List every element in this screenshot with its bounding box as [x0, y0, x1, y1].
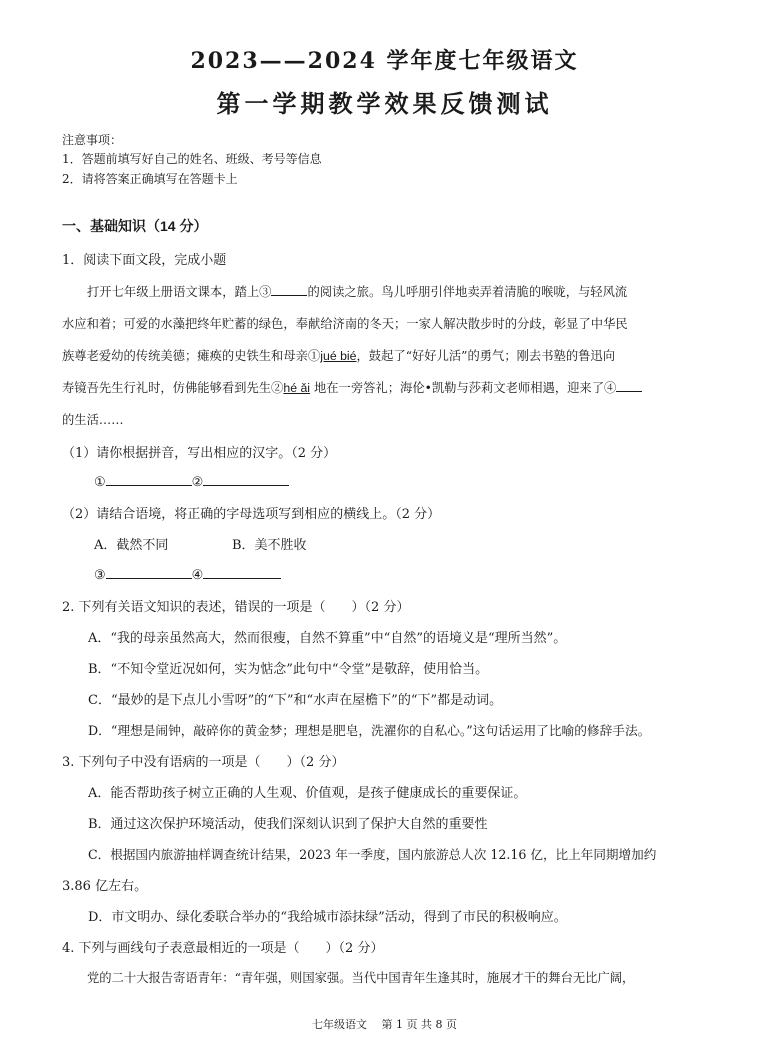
- question-4-passage: 党的二十大报告寄语青年：“青年强，则国家强。当代中国青年生逢其时，施展才干的舞台无比广阔，: [87, 971, 635, 985]
- question-3-option-c-line1: C．根据国内旅游抽样调查统计结果，2023 年一季度，国内旅游总人次 12.16 亿，比上年同期增加约: [88, 847, 657, 862]
- section-heading: 一、基础知识（14 分）: [62, 218, 208, 234]
- answer-blank-3[interactable]: [271, 282, 307, 296]
- answer-blank-1[interactable]: [106, 472, 192, 486]
- question-2-stem: 2. 下列有关语文知识的表述，错误的一项是（ ）（2 分）: [62, 600, 410, 615]
- question-2-option-d: D．“理想是闹钟，敲碎你的黄金梦；理想是肥皂，洗濯你的自私心。”这句话运用了比喻的修辞手法。: [88, 723, 651, 738]
- answer-blank-4b[interactable]: [203, 565, 281, 579]
- question-3-option-d: D．市文明办、绿化委联合举办的“我给城市添抹绿”活动，得到了市民的积极响应。: [88, 910, 567, 925]
- question-3-stem: 3. 下列句子中没有语病的一项是（ ）（2 分）: [62, 755, 345, 770]
- question-3-option-c-line2: 3.86 亿左右。: [62, 879, 148, 894]
- pinyin-jue-bie: jué bié: [320, 349, 357, 363]
- question-4-stem: 4. 下列与画线句子表意最相近的一项是（ ）（2 分）: [62, 941, 384, 956]
- sub1-answer-blanks: ① ②: [94, 472, 289, 490]
- question-2-option-b: B．“不知令堂近况如何，实为惦念”此句中“令堂”是敬辞，使用恰当。: [88, 662, 489, 677]
- notice-item-2: 2．请将答案正确填写在答题卡上: [62, 172, 238, 186]
- question-2-option-a: A．“我的母亲虽然高大，然而很瘦，自然不算重”中“自然”的语境义是“理所当然”。: [88, 631, 567, 646]
- passage-line-2: 水应和着；可爱的水藻把终年贮蓄的绿色，奉献给济南的冬天；一家人解决散步时的分歧，彰显了中华民: [62, 317, 628, 331]
- answer-blank-2[interactable]: [203, 472, 289, 486]
- question-1-sub1: （1）请你根据拼音，写出相应的汉字。（2 分）: [62, 446, 337, 461]
- sub2-answer-blanks: ③ ④: [94, 565, 281, 583]
- passage-line-3: 族尊老爱幼的传统美德；瘫痪的史铁生和母亲①jué bié，鼓起了“好好儿活”的勇气；刚去书塾的鲁迅向: [62, 349, 616, 363]
- notice-item-1: 1．答题前填写好自己的姓名、班级、考号等信息: [62, 152, 322, 166]
- page-footer: 七年级语文 第 1 页 共 8 页: [312, 1018, 457, 1031]
- pinyin-he-ai: hé ǎi: [283, 381, 311, 395]
- question-3-option-b: B．通过这次保护环境活动，使我们深刻认识到了保护大自然的重要性: [88, 817, 488, 832]
- answer-blank-4[interactable]: [616, 378, 642, 392]
- exam-title-line2: 第一学期教学效果反馈测试: [216, 89, 553, 118]
- notice-heading: 注意事项：: [62, 133, 123, 147]
- answer-blank-3b[interactable]: [106, 565, 192, 579]
- option-a: A．截然不同: [94, 538, 169, 553]
- question-3-option-a: A．能否帮助孩子树立正确的人生观、价值观，是孩子健康成长的重要保证。: [88, 786, 527, 801]
- passage-line-5: 的生活……: [62, 413, 124, 427]
- question-1-sub2: （2）请结合语境，将正确的字母选项写到相应的横线上。（2 分）: [62, 507, 441, 522]
- question-1-stem: 1．阅读下面文段，完成小题: [62, 253, 227, 268]
- option-b: B．美不胜收: [232, 538, 307, 553]
- exam-title-line1: 2023——2024 学年度七年级语文: [190, 48, 579, 74]
- passage-line-1: 打开七年级上册语文课本，踏上③ 的阅读之旅。鸟儿呼朋引伴地卖弄着清脆的喉咙，与轻风流: [87, 282, 735, 300]
- passage-line-4: 寿镜吾先生行礼时，仿佛能够看到先生②hé ǎi 地在一旁答礼；海伦•凯勒与莎莉文老师相遇，迎来了④: [62, 378, 710, 396]
- question-2-option-c: C．“最妙的是下点儿小雪呀”的“下”和“水声在屋檐下”的“下”都是动词。: [88, 693, 503, 708]
